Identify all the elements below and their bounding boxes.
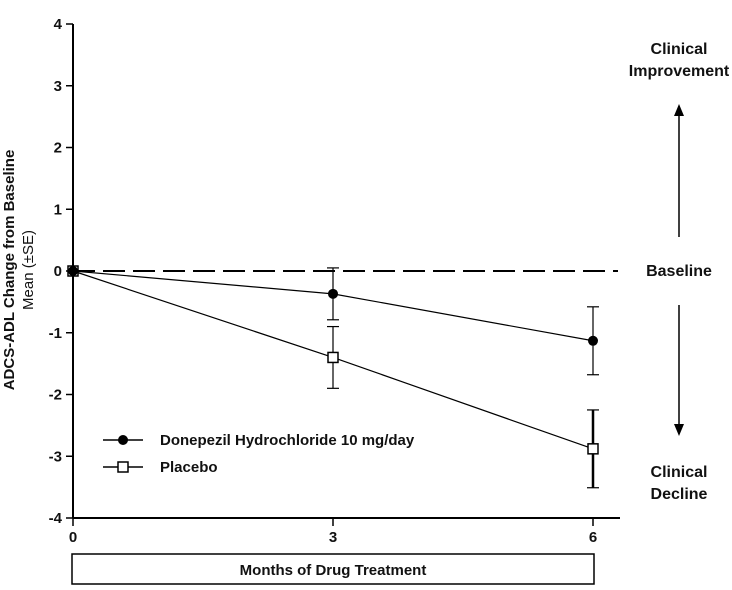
data-point-donepezil <box>588 336 598 346</box>
y-tick-label: -3 <box>48 448 62 466</box>
series-layer <box>68 266 599 488</box>
y-tick-label: 2 <box>53 139 62 157</box>
annotations <box>629 41 730 503</box>
improvement-arrow-head <box>674 104 684 116</box>
data-point-placebo <box>588 444 598 454</box>
y-tick-label: 4 <box>53 16 62 33</box>
legend <box>103 432 415 476</box>
annotation-improvement-line1: Clinical <box>650 41 708 58</box>
data-point-donepezil <box>328 289 338 299</box>
y-axis-label: ADCS-ADL Change from Baseline <box>1 149 18 391</box>
legend-label-donepezil: Donepezil Hydrochloride 10 mg/day <box>160 432 415 449</box>
x-ticks <box>69 518 597 546</box>
decline-arrow-head <box>674 424 684 436</box>
legend-label-placebo: Placebo <box>160 459 218 476</box>
y-tick-label: 0 <box>53 263 62 280</box>
x-tick-label: 6 <box>588 529 598 546</box>
data-point-origin <box>68 266 78 276</box>
legend-marker-placebo <box>118 462 128 472</box>
y-tick-label: -2 <box>48 386 62 404</box>
y-tick-label: 1 <box>53 201 62 219</box>
annotation-decline-line1: Clinical <box>650 464 708 481</box>
legend-marker-donepezil <box>118 435 128 445</box>
x-tick-label: 0 <box>68 529 78 546</box>
annotation-baseline: Baseline <box>646 263 712 280</box>
y-tick-label: -4 <box>48 510 62 527</box>
y-axis-sublabel: Mean (±SE) <box>20 230 37 310</box>
annotation-improvement-line2: Improvement <box>628 63 730 80</box>
x-tick-label: 3 <box>328 529 338 546</box>
x-axis-label: Months of Drug Treatment <box>239 562 427 579</box>
y-tick-label: -1 <box>48 324 62 342</box>
data-point-placebo <box>328 352 338 362</box>
annotation-decline-line2: Decline <box>650 486 708 503</box>
y-tick-label: 3 <box>53 77 62 95</box>
